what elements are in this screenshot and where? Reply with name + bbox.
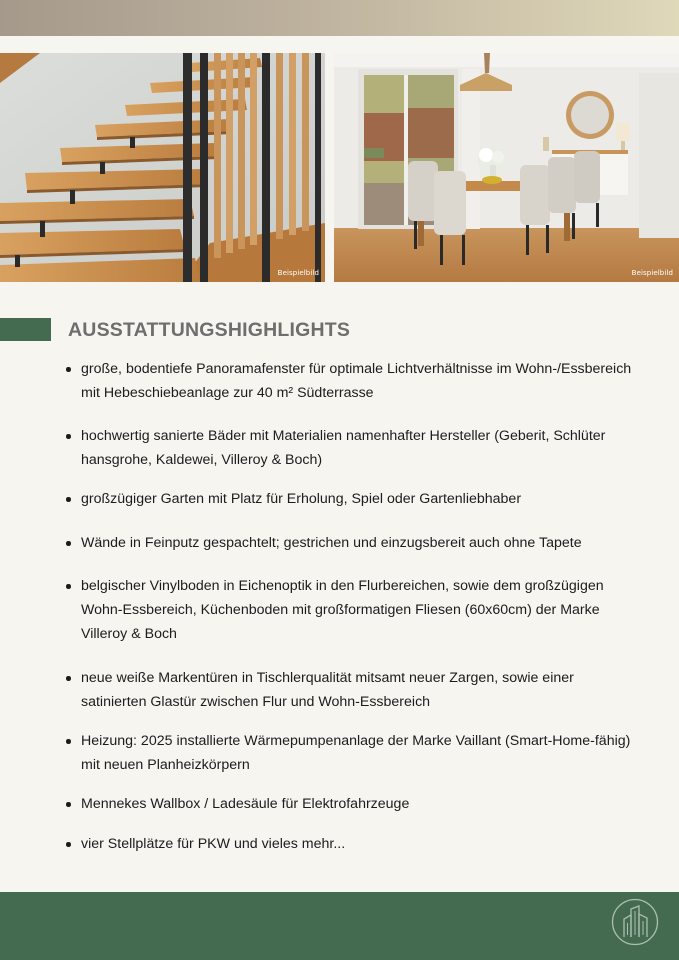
dining-room-photo [334, 53, 679, 282]
highlight-item: neue weiße Markentüren in Tischlerqualität mitsamt neuer Zargen, sowie einer satinierten Glastür zwischen Flur und Wohn-Essbereich [81, 666, 641, 714]
section-title: AUSSTATTUNGSHIGHLIGHTS [68, 319, 351, 341]
highlight-item: großzügiger Garten mit Platz für Erholung, Spiel oder Gartenliebhaber [81, 487, 641, 511]
section-accent-bar [0, 318, 51, 341]
staircase-illustration [0, 53, 325, 282]
top-decor-band [0, 0, 679, 36]
highlight-item: Wände in Feinputz gespachtelt; gestrichen und einzugsbereit auch ohne Tapete [81, 531, 641, 555]
building-logo-icon [610, 897, 660, 947]
dining-room-illustration [334, 53, 679, 282]
highlight-item: belgischer Vinylboden in Eichenoptik in den Flurbereichen, sowie dem großzügigen Wohn-Essbereich, Küchenboden mit großformatigen Fliesen (60x60cm) der Marke Villeroy & Boch [81, 574, 641, 646]
highlight-item: hochwertig sanierte Bäder mit Materialien namenhafter Hersteller (Geberit, Schlüter hansgrohe, Kaldewei, Villeroy & Boch) [81, 424, 641, 472]
footer-band [0, 892, 679, 960]
highlight-item: große, bodentiefe Panoramafenster für optimale Lichtverhältnisse im Wohn-/Essbereich mit Hebeschiebeanlage zur 40 m² Südterrasse [81, 357, 641, 405]
highlight-item: Heizung: 2025 installierte Wärmepumpenanlage der Marke Vaillant (Smart-Home-fähig) mit neuen Planheizkörpern [81, 729, 641, 777]
photo-caption: Beispielbild [631, 269, 673, 277]
staircase-photo [0, 53, 325, 282]
highlight-item: Mennekes Wallbox / Ladesäule für Elektrofahrzeuge [81, 792, 641, 816]
highlight-item: vier Stellplätze für PKW und vieles mehr... [81, 832, 641, 856]
photo-caption: Beispielbild [277, 269, 319, 277]
